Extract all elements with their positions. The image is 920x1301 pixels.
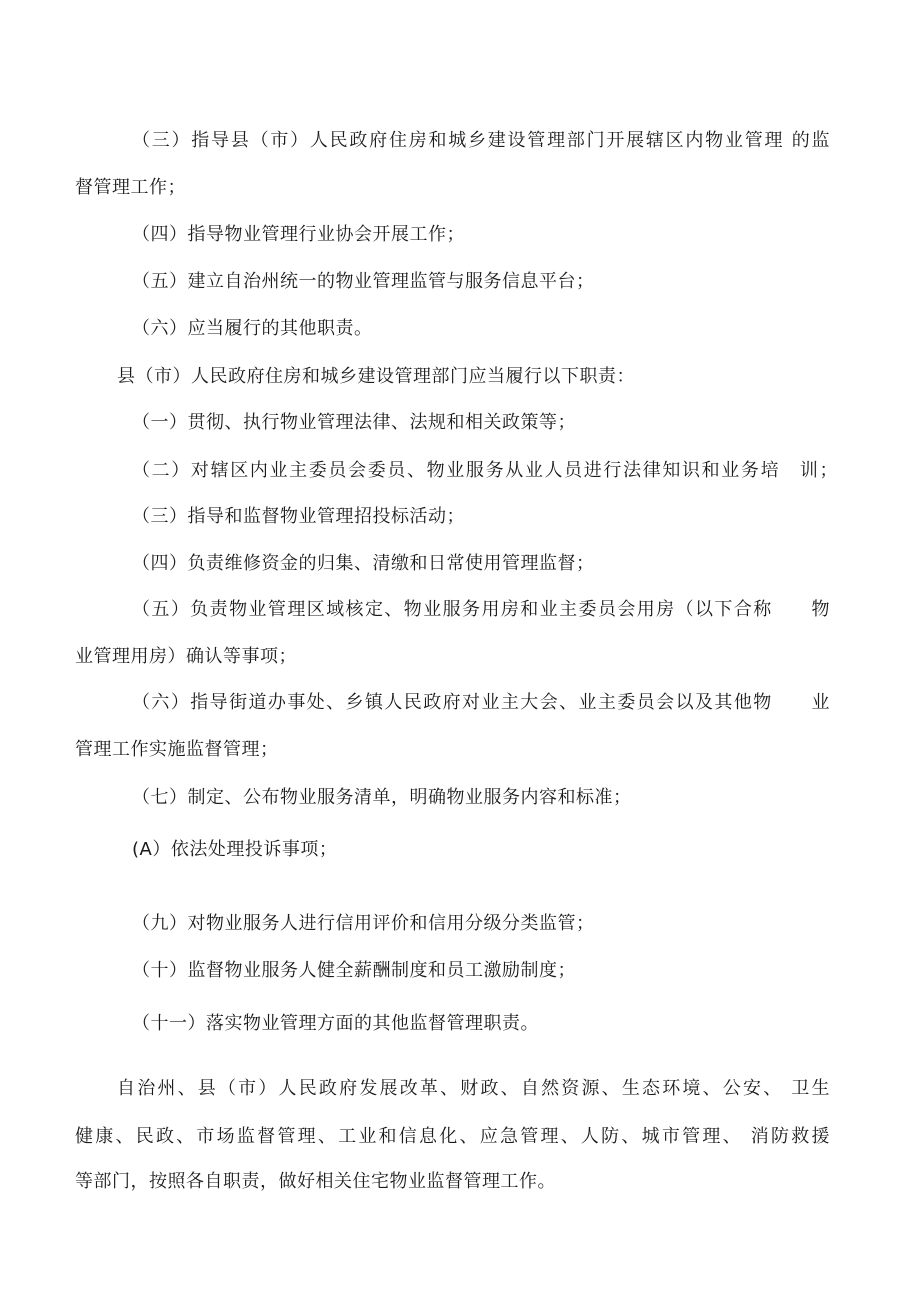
text-line: 等部门，按照各自职责，做好相关住宅物业监督管理工作。: [75, 1171, 556, 1192]
text-line: （六）指导街道办事处、乡镇人民政府对业主大会、业主委员会以及其他物 业: [132, 692, 830, 713]
text-line: （七）制定、公布物业服务清单，明确物业服务内容和标准；: [132, 787, 632, 808]
text-line: 督管理工作；: [75, 177, 186, 198]
text-line: 县（市）人民政府住房和城乡建设管理部门应当履行以下职责：: [117, 366, 635, 387]
text-line: 自治州、县（市）人民政府发展改革、财政、自然资源、生态环境、公安、 卫生: [117, 1078, 830, 1099]
text-line: （四）负责维修资金的归集、清缴和日常使用管理监督；: [132, 553, 595, 574]
text-line: 业管理用房）确认等事项；: [75, 646, 297, 667]
text-line: （四）指导物业管理行业协会开展工作；: [132, 224, 465, 245]
text-line: （三）指导县（市）人民政府住房和城乡建设管理部门开展辖区内物业管理 的监: [132, 130, 830, 151]
text-line: 管理工作实施监督管理；: [75, 739, 279, 760]
text-line: 健康、民政、市场监督管理、工业和信息化、应急管理、人防、城市管理、 消防救援: [75, 1126, 830, 1147]
text-line: （十一）落实物业管理方面的其他监督管理职责。: [132, 1013, 539, 1034]
text-line: （一）贯彻、执行物业管理法律、法规和相关政策等；: [132, 412, 576, 433]
text-line: （五）负责物业管理区域核定、物业服务用房和业主委员会用房（以下合称 物: [132, 599, 830, 620]
text-line: （五）建立自治州统一的物业管理监管与服务信息平台；: [132, 271, 595, 292]
text-line: （九）对物业服务人进行信用评价和信用分级分类监管；: [132, 913, 595, 934]
text-line: （六）应当履行的其他职责。: [132, 318, 373, 339]
text-line: （二）对辖区内业主委员会委员、物业服务从业人员进行法律知识和业务培 训；: [132, 460, 838, 481]
text-line: （三）指导和监督物业管理招投标活动；: [132, 506, 465, 527]
text-line: （十）监督物业服务人健全薪酬制度和员工激励制度；: [132, 960, 576, 981]
text-line: (A）依法处理投诉事项；: [132, 839, 338, 860]
